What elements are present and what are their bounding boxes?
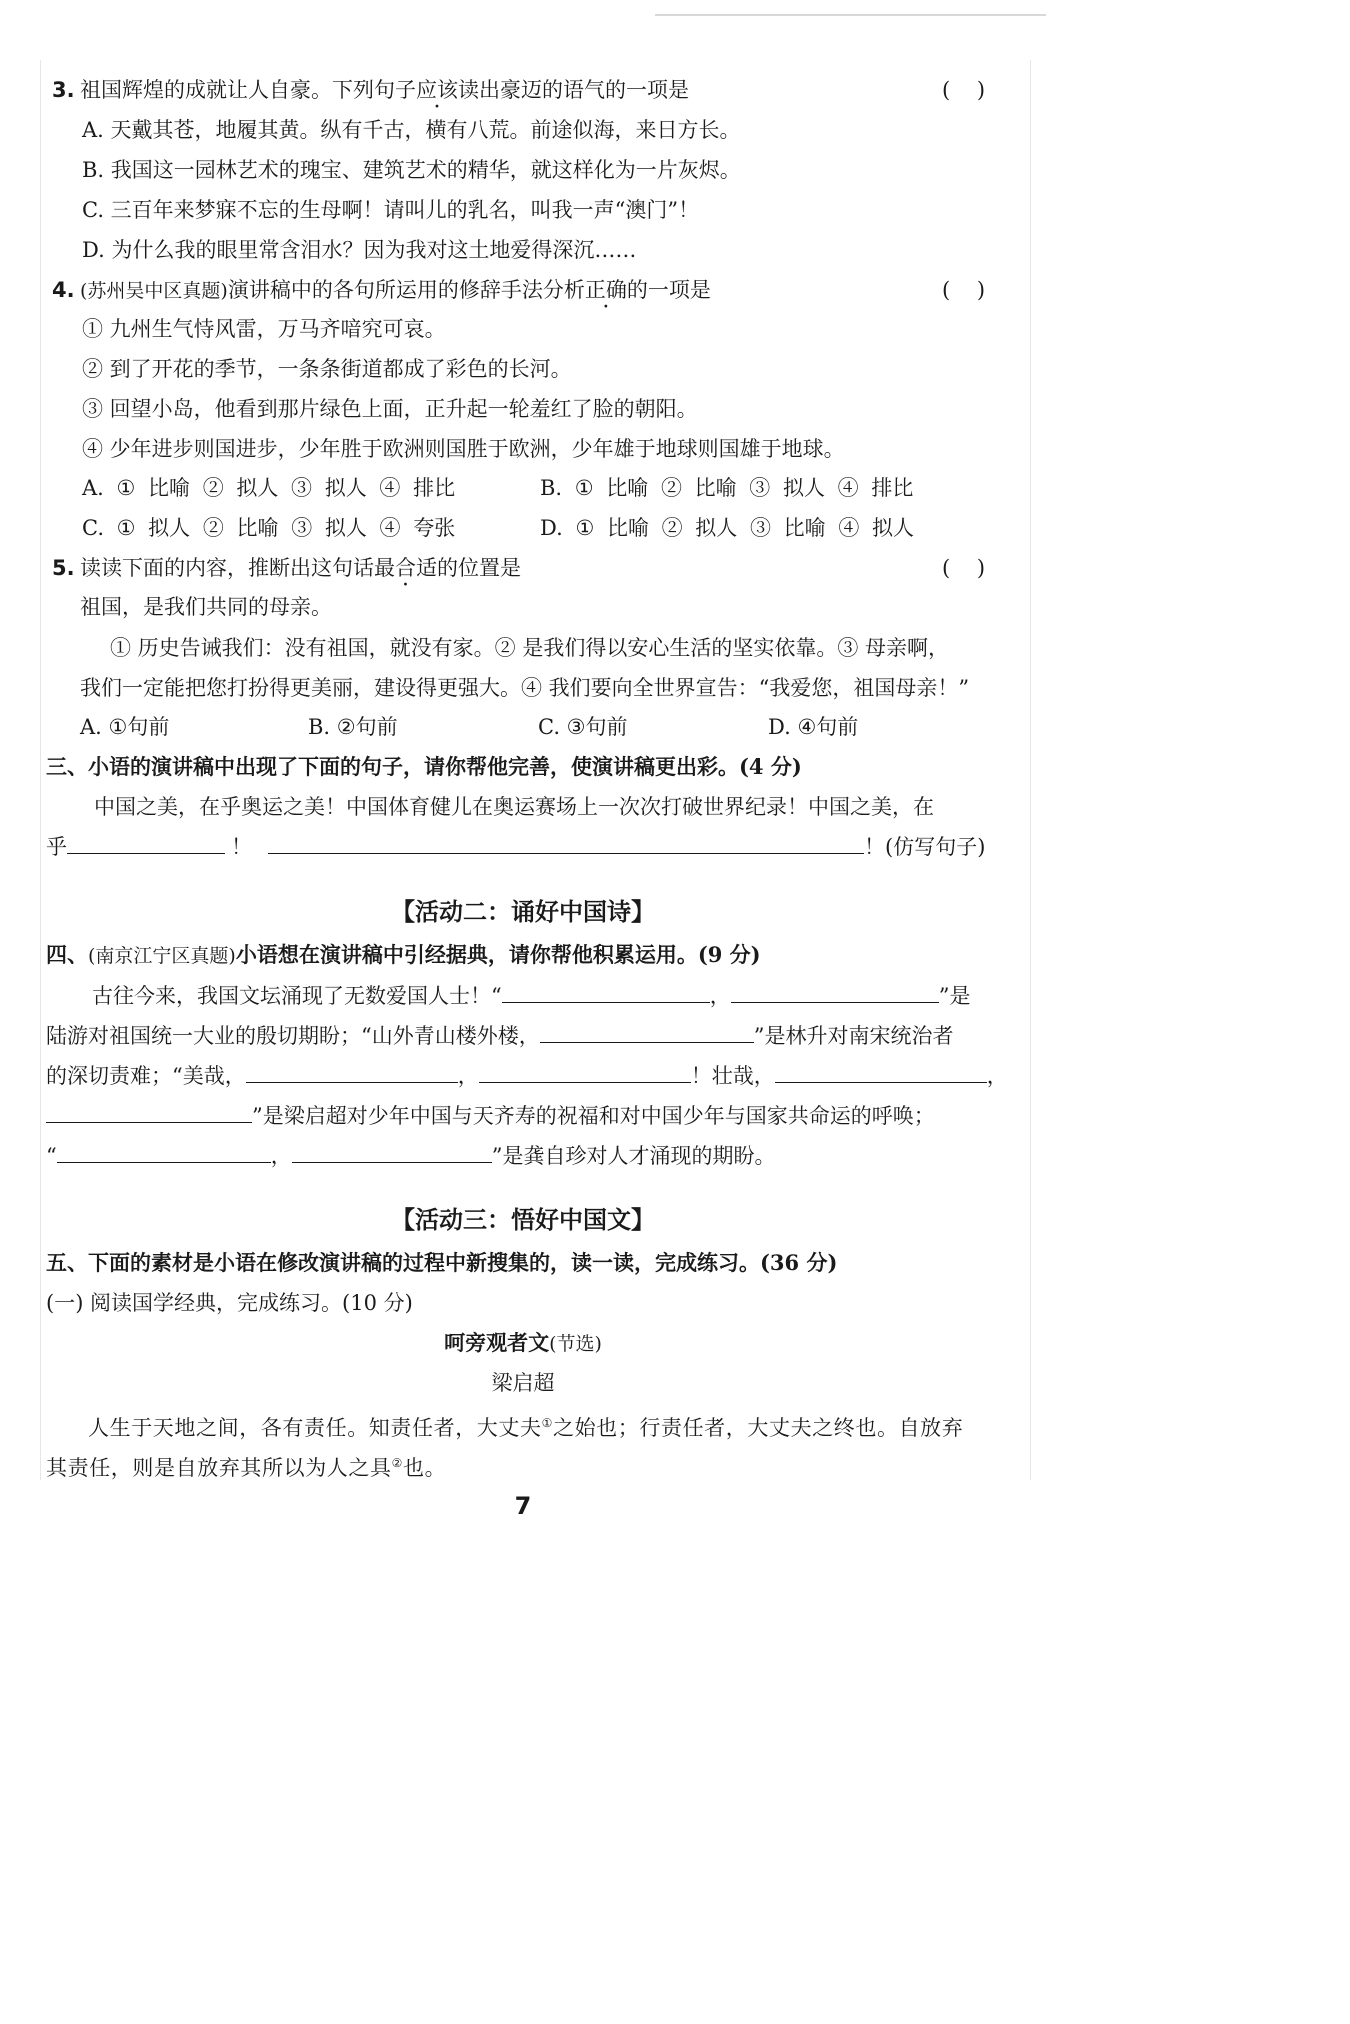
activity-3-heading: 【活动三：悟好中国文】 [391,1205,655,1234]
section-4-line-4: ”是梁启超对少年中国与天齐寿的祝福和对中国少年与国家共命运的呼唤； [46,1101,935,1131]
section-3-blank-1[interactable] [67,833,225,854]
q4-option-c: C. ① 拟人 ② 比喻 ③ 拟人 ④ 夸张 [82,516,456,540]
left-margin-rule [40,60,41,1480]
poem-blank-5[interactable] [479,1062,691,1083]
poem-blank-8[interactable] [57,1142,271,1163]
q4-sentence-3: ③ 回望小岛，他看到那片绿色上面，正升起一轮羞红了脸的朝阳。 [82,397,698,421]
essay-title: 呵旁观者文 [444,1330,550,1355]
essay-excerpt-note: (节选) [549,1333,602,1355]
q4-emphasis: 正确 [584,278,627,302]
q5-option-b: B. ②句前 [308,715,398,739]
q3-option-a: A. 天戴其苍，地履其黄。纵有千古，横有八荒。前途似海，来日方长。 [82,118,741,142]
q4-sentence-1: ① 九州生气恃风雷，万马齐喑究可哀。 [82,317,446,341]
q5-answer-paren[interactable]: ( ) [942,556,986,580]
q3-answer-paren[interactable]: ( ) [942,78,986,102]
essay-title-line [0,1328,1046,1359]
q3-number: 3. [52,78,75,102]
essay-author: 梁启超 [491,1371,555,1395]
section-4-title: 四、(南京江宁区真题)小语想在演讲稿中引经据典，请你帮他积累运用。(9 分) [46,942,761,967]
q3-option-c: C. 三百年来梦寐不忘的生母啊！请叫儿的乳名，叫我一声“澳门”！ [82,198,700,222]
q5-passage-line-2: 我们一定能把您打扮得更美丽，建设得更强大。④ 我们要向全世界宣告：“我爱您，祖国母亲！” [80,676,970,700]
section-3-text: 中国之美，在乎奥运之美！中国体育健儿在奥运赛场上一次次打破世界纪录！中国之美，在 [94,795,934,819]
section-5-subsection: (一) 阅读国学经典，完成练习。(10 分) [46,1291,413,1315]
q5-sentence: 祖国，是我们共同的母亲。 [80,595,332,619]
q5-option-d: D. ④句前 [768,715,859,739]
right-margin-rule [1030,60,1031,1480]
q5-emphasis: 最合适 [374,556,437,580]
poem-blank-1[interactable] [502,982,710,1003]
poem-blank-2[interactable] [731,982,939,1003]
section-3-blank-2[interactable] [268,833,864,854]
q3-option-d: D. 为什么我的眼里常含泪水？因为我对这土地爱得深沉…… [82,238,637,262]
q4-sentence-4: ④ 少年进步则国进步，少年胜于欧洲则国胜于欧洲，少年雄于地球则国雄于地球。 [82,437,845,461]
q4-option-a: A. ① 比喻 ② 拟人 ③ 拟人 ④ 排比 [82,476,456,500]
q5-stem: 5. 读读下面的内容，推断出这句话最合适的位置是 [52,553,521,583]
section-3-fill-line: 乎 ！ ！(仿写句子) [46,835,986,859]
q4-option-d: D. ① 比喻 ② 拟人 ③ 比喻 ④ 拟人 [540,516,914,540]
footnote-marker-2[interactable]: ② [391,1456,403,1470]
q4-answer-paren[interactable]: ( ) [942,278,986,302]
section-4-source: (南京江宁区真题) [88,945,236,967]
section-4-line-3: 的深切责难；“美哉， ， ！壮哉， ， [46,1064,1008,1088]
q5-number: 5. [52,556,75,580]
section-4-line-5: “ ， ”是龚自珍对人才涌现的期盼。 [46,1144,776,1168]
q4-number: 4. [52,278,75,302]
q5-option-a: A. ①句前 [80,715,170,739]
essay-paragraph-line-2: 其责任，则是自放弃其所以为人之具②也。 [46,1456,447,1480]
q5-option-c: C. ③句前 [538,715,628,739]
q4-source: (苏州吴中区真题) [80,280,228,302]
q3-emphasis: 应该 [416,78,458,102]
q4-option-b: B. ① 比喻 ② 比喻 ③ 拟人 ④ 排比 [540,476,914,500]
page-number: 7 [514,1492,532,1520]
section-3-title: 三、小语的演讲稿中出现了下面的句子，请你帮他完善，使演讲稿更出彩。(4 分) [46,754,802,779]
top-rule [655,14,1046,16]
poem-blank-3[interactable] [540,1022,754,1043]
section-5-title: 五、下面的素材是小语在修改演讲稿的过程中新搜集的，读一读，完成练习。(36 分) [46,1250,838,1275]
poem-blank-7[interactable] [46,1102,252,1123]
q3-option-b: B. 我国这一园林艺术的瑰宝、建筑艺术的精华，就这样化为一片灰烬。 [82,158,741,182]
q3-stem: 3. 祖国辉煌的成就让人自豪。下列句子应该读出豪迈的语气的一项是 [52,75,689,105]
footnote-marker-1[interactable]: ① [541,1416,553,1430]
poem-blank-9[interactable] [292,1142,492,1163]
q4-sentence-2: ② 到了开花的季节，一条条街道都成了彩色的长河。 [82,357,572,381]
section-4-line-2: 陆游对祖国统一大业的殷切期盼；“山外青山楼外楼， ”是林升对南宋统治者 [46,1024,954,1048]
activity-2-heading: 【活动二：诵好中国诗】 [391,897,655,926]
section-4-line-1: 古往今来，我国文坛涌现了无数爱国人士！“ ， ”是 [92,984,971,1008]
poem-blank-4[interactable] [246,1062,458,1083]
q4-stem: 4. (苏州吴中区真题)演讲稿中的各句所运用的修辞手法分析正确的一项是 [52,275,711,306]
q5-passage-line-1: ① 历史告诫我们：没有祖国，就没有家。② 是我们得以安心生活的坚实依靠。③ 母亲啊， [110,636,950,660]
poem-blank-6[interactable] [775,1062,987,1083]
essay-paragraph-line-1: 人生于天地之间，各有责任。知责任者，大丈夫①之始也；行责任者，大丈夫之终也。自放弃 [88,1416,964,1440]
